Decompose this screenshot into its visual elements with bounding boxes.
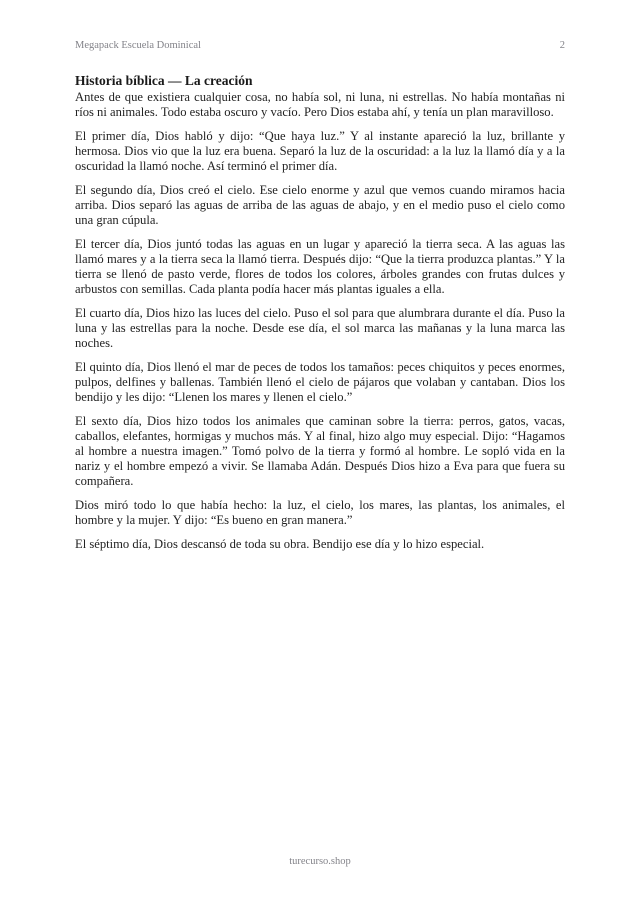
page-header — [75, 40, 565, 52]
section-title: Historia bíblica — La creación — [75, 73, 253, 88]
body-paragraph: El cuarto día, Dios hizo las luces del cielo. Puso el sol para que alumbrara durante el día. Puso la luna y las estrellas para la noche. Desde ese día, el sol marca las mañanas y la luna marca las noches. — [75, 306, 565, 350]
body-text — [75, 90, 565, 552]
footer-url: turecurso.shop — [289, 856, 351, 867]
page-number: 2 — [559, 40, 565, 51]
body-paragraph: El primer día, Dios habló y dijo: “Que haya luz.” Y al instante apareció la luz, brillante y hermosa. Dios vio que la luz era buena. Separó la luz de la oscuridad: a la luz la llamó día y a la oscuridad la llamó noche. Así terminó el primer día. — [75, 129, 565, 173]
page-content — [75, 40, 565, 561]
body-paragraph: El segundo día, Dios creó el cielo. Ese cielo enorme y azul que vemos cuando miramos hacia arriba. Dios separó las aguas de arriba de las aguas de abajo, y en el medio puso el cielo como una gran cúpula. — [75, 183, 565, 227]
body-paragraph: Antes de que existiera cualquier cosa, no había sol, ni luna, ni estrellas. No había montañas ni ríos ni animales. Todo estaba oscuro y vacío. Pero Dios estaba ahí, y tenía un plan maravilloso. — [75, 90, 565, 119]
body-paragraph: El quinto día, Dios llenó el mar de peces de todos los tamaños: peces chiquitos y peces enormes, pulpos, delfines y ballenas. También llenó el cielo de pájaros que volaban y cantaban. Dios los bendijo y les dijo: “Llenen los mares y llenen el cielo.” — [75, 360, 565, 404]
body-paragraph: El tercer día, Dios juntó todas las aguas en un lugar y apareció la tierra seca. A las aguas las llamó mares y a la tierra seca la llamó tierra. Después dijo: “Que la tierra produzca plantas.” Y la tierra se llenó de pasto verde, flores de todos los colores, árboles grandes con frutas dulces y arbustos con semillas. Cada planta podía hacer más plantas iguales a ella. — [75, 237, 565, 296]
running-header-title: Megapack Escuela Dominical — [75, 40, 201, 51]
body-paragraph: El séptimo día, Dios descansó de toda su obra. Bendijo ese día y lo hizo especial. — [75, 537, 485, 551]
body-paragraph: El sexto día, Dios hizo todos los animales que caminan sobre la tierra: perros, gatos, vacas, caballos, elefantes, hormigas y muchos más. Y al final, hizo algo muy especial. Dijo: “Hagamos al hombre a nuestra imagen.” Tomó polvo de la tierra y formó al hombre. Le sopló vida en la nariz y el hombre empezó a vivir. Se llamaba Adán. Después Dios hizo a Eva para que fuera su compañera. — [75, 414, 565, 488]
body-paragraph: Dios miró todo lo que había hecho: la luz, el cielo, los mares, las plantas, los animales, el hombre y la mujer. Y dijo: “Es bueno en gran manera.” — [75, 498, 565, 527]
